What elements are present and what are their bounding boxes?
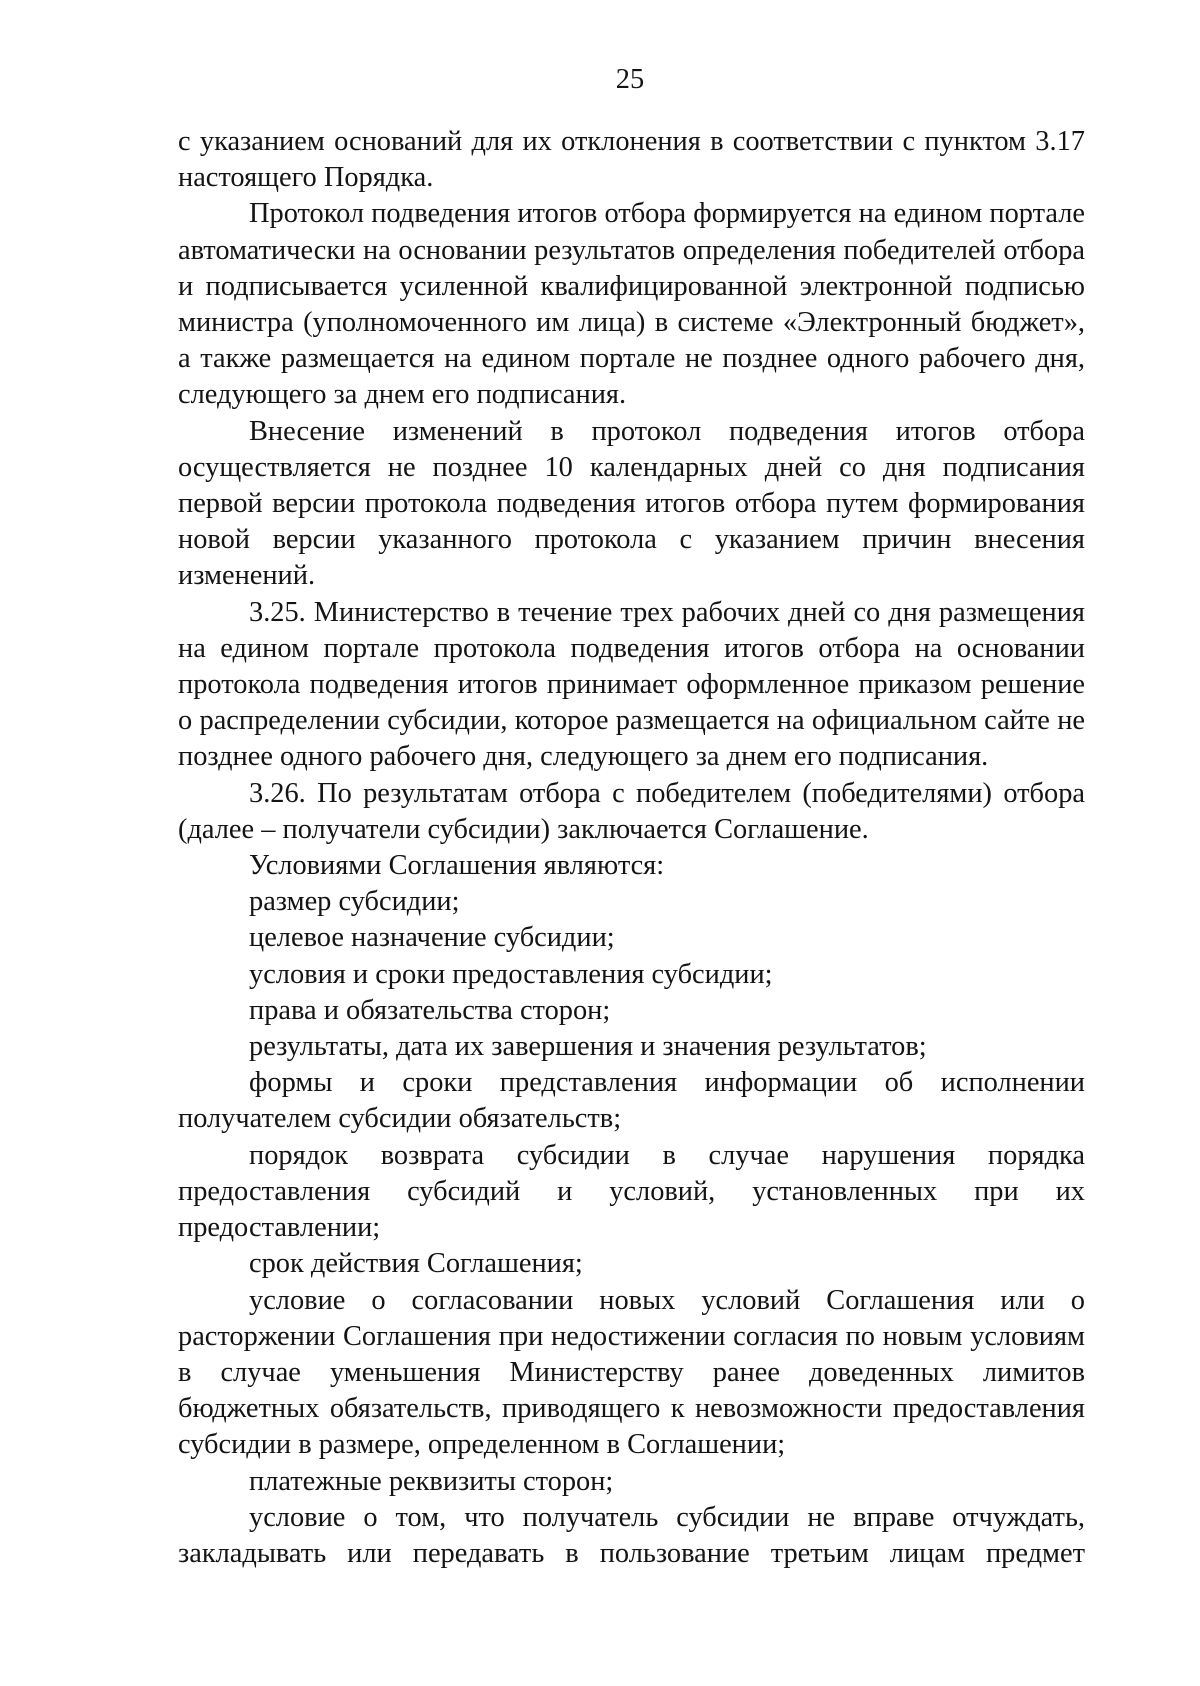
list-item: порядок возврата субсидии в случае нарушения порядка предоставления субсидий и условий, установленных при их предоставлении; bbox=[178, 1139, 1085, 1244]
list-item: условия и сроки предоставления субсидии; bbox=[249, 958, 773, 990]
paragraph: Внесение изменений в протокол подведения итогов отбора осуществляется не позднее 10 календарных дней со дня подписания первой версии протокола подведения итогов отбора путем формирования новой версии указанного протокола с указанием причин внесения изменений. bbox=[178, 415, 1085, 592]
paragraph: Протокол подведения итогов отбора формируется на едином портале автоматически на основании результатов определения победителей отбора и подписывается усиленной квалифицированной электронной подписью министра (уполномоченного им лица) в системе «Электронный бюджет», а также размещается на едином портале не позднее одного рабочего дня, следующего за днем его подписания. bbox=[178, 198, 1085, 411]
list-item: права и обязательства сторон; bbox=[249, 994, 611, 1026]
list-item: срок действия Соглашения; bbox=[249, 1248, 583, 1280]
list-item: результаты, дата их завершения и значения результатов; bbox=[249, 1031, 927, 1063]
document-body bbox=[178, 124, 1085, 1572]
page-number: 25 bbox=[615, 64, 645, 95]
list-item: платежные реквизиты сторон; bbox=[249, 1465, 614, 1497]
list-item: целевое назначение субсидии; bbox=[249, 922, 615, 954]
list-item: условие о согласовании новых условий Соглашения или о расторжении Соглашения при недостижении согласия по новым условиям в случае уменьшения Министерству ранее доведенных лимитов бюджетных обязательств, приводящего к невозможности предоставления субсидии в размере, определенном в Соглашении; bbox=[178, 1284, 1085, 1461]
list-item: условие о том, что получатель субсидии не вправе отчуждать, закладывать или передавать в пользование третьим лицам предмет bbox=[178, 1501, 1085, 1569]
list-item: формы и сроки представления информации об исполнении получателем субсидии обязательств; bbox=[178, 1067, 1085, 1135]
paragraph: 3.25. Министерство в течение трех рабочих дней со дня размещения на едином портале протокола подведения итогов отбора на основании протокола подведения итогов принимает оформленное приказом решение о распределении субсидии, которое размещается на официальном сайте не позднее одного рабочего дня, следующего за днем его подписания. bbox=[178, 596, 1085, 773]
list-item: размер субсидии; bbox=[249, 886, 460, 918]
list-intro: Условиями Соглашения являются: bbox=[249, 850, 665, 882]
paragraph: с указанием оснований для их отклонения в соответствии с пунктом 3.17 настоящего Порядка. bbox=[178, 126, 1085, 194]
paragraph: 3.26. По результатам отбора с победителем (победителями) отбора (далее – получатели субсидии) заключается Соглашение. bbox=[178, 777, 1085, 845]
